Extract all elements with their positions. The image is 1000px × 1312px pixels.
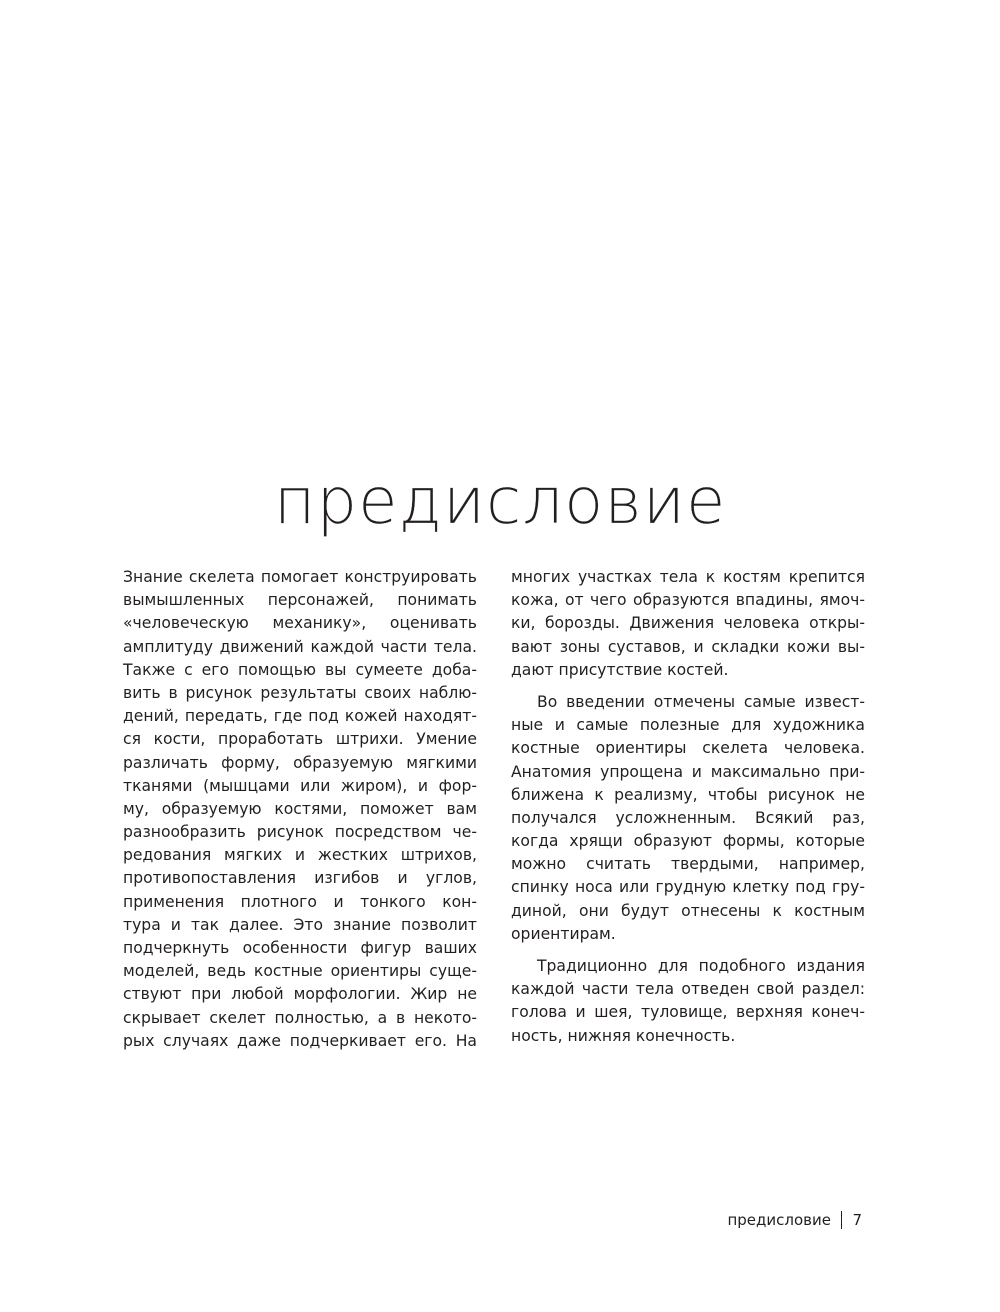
page-number: 7 [852, 1211, 862, 1229]
text-line: «человеческую механику», оценивать [123, 614, 477, 633]
text-line: ориентирам. [511, 924, 616, 943]
text-line: Во введении отмечены самые извест- [537, 692, 865, 711]
text-line: тканями (мышцами или жиром), и фор- [123, 776, 477, 795]
paragraph-gap [511, 946, 865, 955]
text-line: вымышленных персонажей, понимать [123, 591, 477, 610]
text-line: спинку носа или грудную клетку под гру- [511, 878, 865, 897]
text-line: дают присутствие костей. [511, 660, 729, 679]
chapter-title: предисловие [273, 465, 727, 539]
text-line: различать форму, образуемую мягкими [123, 753, 477, 772]
text-line: ки, борозды. Движения человека откры- [511, 614, 865, 633]
footer-divider [841, 1211, 843, 1229]
text-column-left [123, 566, 477, 1053]
text-line: ность, нижняя конечность. [511, 1026, 736, 1045]
text-line: костные ориентиры скелета человека. [511, 739, 865, 758]
text-line: ствуют при любой морфологии. Жир не [123, 985, 477, 1004]
text-line: редования мягких и жестких штрихов, [123, 846, 477, 865]
text-line: скрывает скелет полностью, а в некото- [123, 1008, 477, 1027]
text-line: Анатомия упрощена и максимально при- [511, 762, 865, 781]
text-line: Знание скелета помогает конструировать [123, 568, 477, 586]
text-line: вить в рисунок результаты своих наблю- [123, 683, 477, 702]
text-line: тура и так далее. Это знание позволит [123, 915, 477, 934]
text-line: многих участках тела к костям крепится [511, 568, 865, 586]
text-line: разнообразить рисунок посредством че- [123, 823, 477, 842]
text-line: рых случаях даже подчеркивает его. На [123, 1031, 477, 1050]
text-line: му, образуемую костями, поможет вам [123, 799, 477, 818]
running-header: предисловие [727, 1211, 831, 1229]
text-line: можно считать твердыми, например, [511, 855, 865, 874]
text-line: когда хрящи образуют формы, которые [511, 832, 865, 851]
text-line: ные и самые полезные для художника [511, 716, 865, 735]
text-line: вают зоны суставов, и складки кожи вы- [511, 637, 865, 656]
text-line: диной, они будут отнесены к костным [511, 901, 865, 920]
text-line: ближена к реализму, чтобы рисунок не [511, 785, 865, 804]
text-line: Традиционно для подобного издания [537, 957, 865, 975]
text-line: получался усложненным. Всякий раз, [511, 808, 865, 827]
paragraph-gap [511, 682, 865, 691]
text-column-right [511, 566, 865, 1048]
page-footer [727, 1208, 862, 1232]
text-line: амплитуду движений каждой части тела. [123, 637, 477, 656]
text-line: каждой части тела отведен свой раздел: [511, 980, 865, 999]
text-line: голова и шея, туловище, верхняя конеч- [511, 1003, 865, 1022]
text-line: Также с его помощью вы сумеете доба- [123, 660, 477, 679]
text-line: ся кости, проработать штрихи. Умение [123, 730, 477, 749]
text-line: моделей, ведь костные ориентиры суще- [123, 962, 477, 981]
text-line: применения плотного и тонкого кон- [123, 892, 477, 911]
text-line: кожа, от чего образуются впадины, ямоч- [511, 591, 865, 610]
text-line: подчеркнуть особенности фигур ваших [123, 939, 477, 957]
text-line: противопоставления изгибов и углов, [123, 869, 477, 888]
text-line: дений, передать, где под кожей находят- [123, 707, 477, 726]
